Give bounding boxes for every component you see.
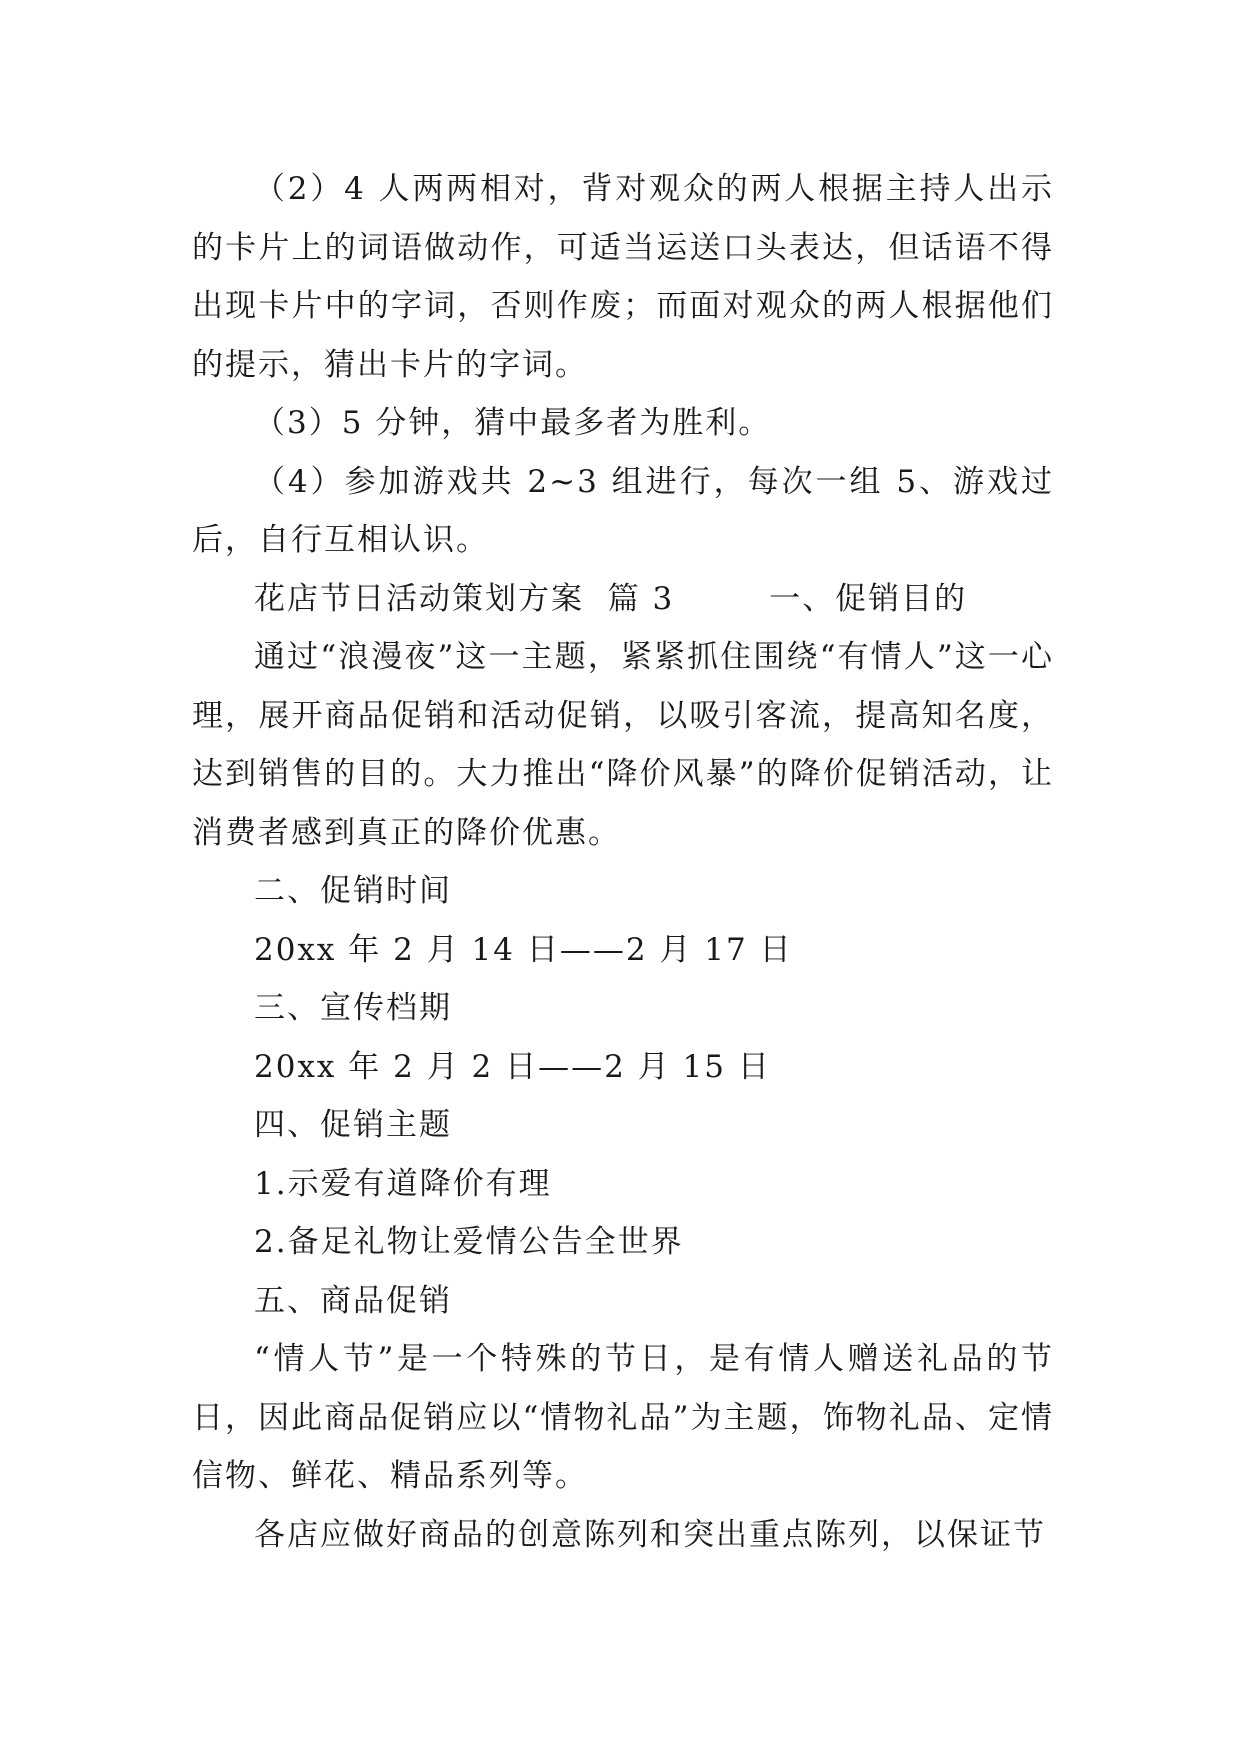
heading-promotion-theme: 四、促销主题 xyxy=(254,1107,452,1143)
document-body xyxy=(192,160,1054,1564)
paragraph-valentines-products: “情人节”是一个特殊的节日，是有情人赠送礼品的节日，因此商品促销应以“情物礼品”为主题，饰物礼品、定情信物、鲜花、精品系列等。 xyxy=(192,1341,1054,1494)
promotion-time-range: 20xx 年 2 月 14 日——2 月 17 日 xyxy=(254,931,793,968)
paragraph-promotion-goal: 通过“浪漫夜”这一主题，紧紧抓住围绕“有情人”这一心理，展开商品促销和活动促销，以吸引客流，提高知名度，达到销售的目的。大力推出“降价风暴”的降价促销活动，让消费者感到真正的降价优惠。 xyxy=(192,639,1054,851)
heading-promotion-time: 二、促销时间 xyxy=(254,873,452,909)
promotion-theme-1: 1.示爱有道降价有理 xyxy=(254,1165,552,1202)
section-heading-plan-3: 花店节日活动策划方案 篇 3 一、促销目的 xyxy=(254,580,968,617)
paragraph-game-rule-2: （2）4 人两两相对，背对观众的两人根据主持人出示的卡片上的词语做动作，可适当运送口头表达，但话语不得出现卡片中的字词，否则作废；而面对观众的两人根据他们的提示，猜出卡片的字词。 xyxy=(192,171,1054,383)
heading-product-promotion: 五、商品促销 xyxy=(254,1282,452,1319)
paragraph-game-rule-4: （4）参加游戏共 2~3 组进行，每次一组 5、游戏过后，自行互相认识。 xyxy=(192,463,1054,558)
publicity-period-range: 20xx 年 2 月 2 日——2 月 15 日 xyxy=(254,1048,771,1085)
paragraph-game-rule-3: （3）5 分钟，猜中最多者为胜利。 xyxy=(254,405,772,441)
heading-publicity-period: 三、宣传档期 xyxy=(254,990,452,1026)
promotion-theme-2: 2.备足礼物让爱情公告全世界 xyxy=(254,1224,684,1260)
paragraph-store-display: 各店应做好商品的创意陈列和突出重点陈列，以保证节 xyxy=(254,1516,1046,1553)
